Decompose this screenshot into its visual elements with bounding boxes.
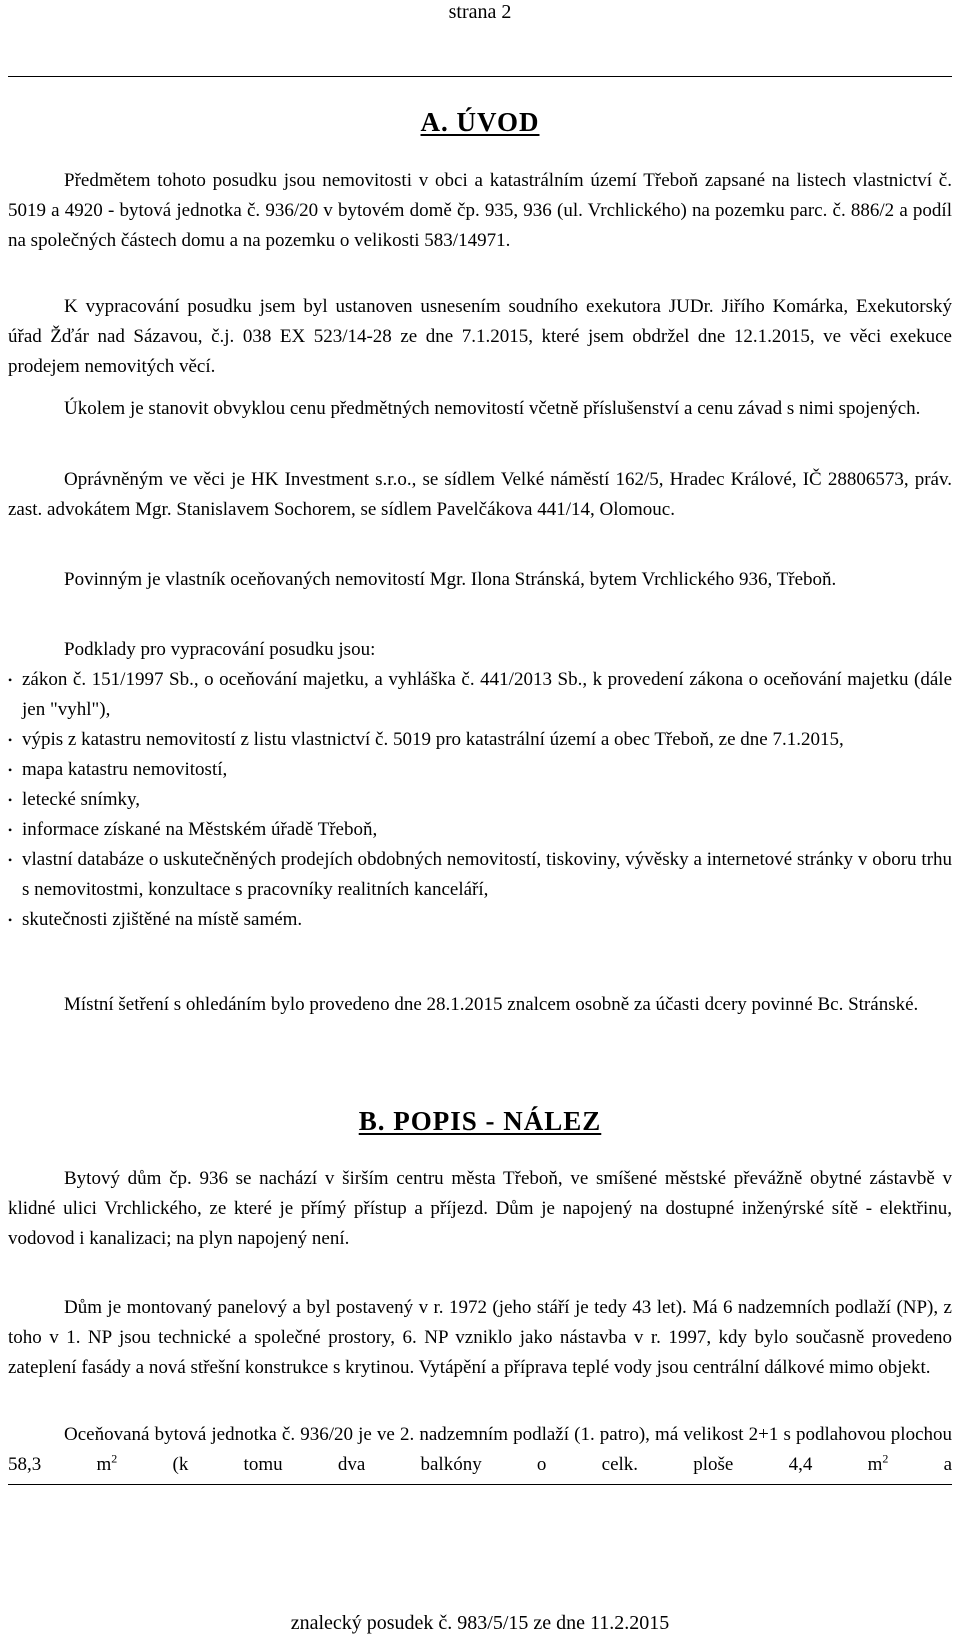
list-item: • zákon č. 151/1997 Sb., o oceňování majetku, a vyhláška č. 441/2013 Sb., k provedení zákona o oceňování majetku (dále jen "vyhl"), — [8, 665, 952, 725]
footer-rule — [8, 1484, 952, 1485]
sources-list — [8, 665, 952, 935]
list-item: • mapa katastru nemovitostí, — [8, 755, 952, 785]
unit-description-paragraph: Oceňovaná bytová jednotka č. 936/20 je ve 2. nadzemním podlaží (1. patro), má velikost 2+1 s podlahovou plochou 58,3 $m^2$ (k tomu dva balkóny o celk. ploše 4,4 $m^2$ a — [8, 1424, 953, 1475]
header-rule — [8, 76, 952, 77]
task-paragraph: Úkolem je stanovit obvyklou cenu předmětných nemovitostí včetně příslušenství a cenu závad s nimi spojených. — [64, 398, 921, 419]
list-item: • výpis z katastru nemovitostí z listu vlastnictví č. 5019 pro katastrální území a obec Třeboň, ze dne 7.1.2015, — [8, 725, 952, 755]
list-item: • skutečnosti zjištěné na místě samém. — [8, 905, 952, 935]
building-construction-paragraph: Dům je montovaný panelový a byl postavený v r. 1972 (jeho stáří je tedy 43 let). Má 6 nadzemních podlaží (NP), z toho v 1. NP jsou technické a společné prostory, 6. NP vzniklo jako nástavba v r. 1997, kdy bylo současně provedeno zateplení fasády a nová střešní konstrukce s krytinou. Vytápění a příprava teplé vody jsou centrální dálkové mimo objekt. — [8, 1297, 952, 1378]
inspection-paragraph: Místní šetření s ohledáním bylo provedeno dne 28.1.2015 znalcem osobně za účasti dcery povinné Bc. Stránské. — [64, 994, 919, 1015]
obligated-party-paragraph: Povinným je vlastník oceňovaných nemovitostí Mgr. Ilona Stránská, bytem Vrchlického 936, Třeboň. — [64, 569, 837, 590]
building-location-paragraph: Bytový dům čp. 936 se nachází v širším centru města Třeboň, ve smíšené městské převážně obytné zástavbě v klidné ulici Vrchlického, ze které je přímý přístup a příjezd. Dům je napojený na dostupné inženýrské sítě - elektřinu, vodovod i kanalizaci; na plyn napojený není. — [8, 1168, 952, 1249]
list-item: • informace získané na Městském úřadě Třeboň, — [8, 815, 952, 845]
appointment-paragraph: K vypracování posudku jsem byl ustanoven usnesením soudního exekutora JUDr. Jiřího Komárka, Exekutorský úřad Žďár nad Sázavou, č.j. 038 EX 523/14-28 ze dne 7.1.2015, které jsem obdržel dne 12.1.2015, ve věci exekuce prodejem nemovitých věcí. — [8, 296, 952, 377]
page-number: strana 2 — [448, 1, 512, 23]
section-a-title: A. ÚVOD — [420, 107, 540, 137]
list-item: • vlastní databáze o uskutečněných prodejích obdobných nemovitostí, tiskoviny, vývěsky a internetové stránky v oboru trhu s nemovitostmi, konzultace s pracovníky realitních kanceláří, — [8, 845, 952, 905]
list-item: • letecké snímky, — [8, 785, 952, 815]
intro-paragraph: Předmětem tohoto posudku jsou nemovitosti v obci a katastrálním území Třeboň zapsané na listech vlastnictví č. 5019 a 4920 - bytová jednotka č. 936/20 v bytovém domě čp. 935, 936 (ul. Vrchlického) na pozemku parc. č. 886/2 a podíl na společných částech domu a na pozemku o velikosti 583/14971. — [8, 170, 952, 251]
section-b-title: B. POPIS - NÁLEZ — [358, 1106, 602, 1136]
entitled-party-paragraph: Oprávněným ve věci je HK Investment s.r.o., se sídlem Velké náměstí 162/5, Hradec Králové, IČ 28806573, práv. zast. advokátem Mgr. Stanislavem Sochorem, se sídlem Pavelčákova 441/14, Olomouc. — [8, 469, 952, 520]
sources-intro: Podklady pro vypracování posudku jsou: — [64, 639, 376, 660]
footer-text: znalecký posudek č. 983/5/15 ze dne 11.2.2015 — [290, 1612, 670, 1634]
